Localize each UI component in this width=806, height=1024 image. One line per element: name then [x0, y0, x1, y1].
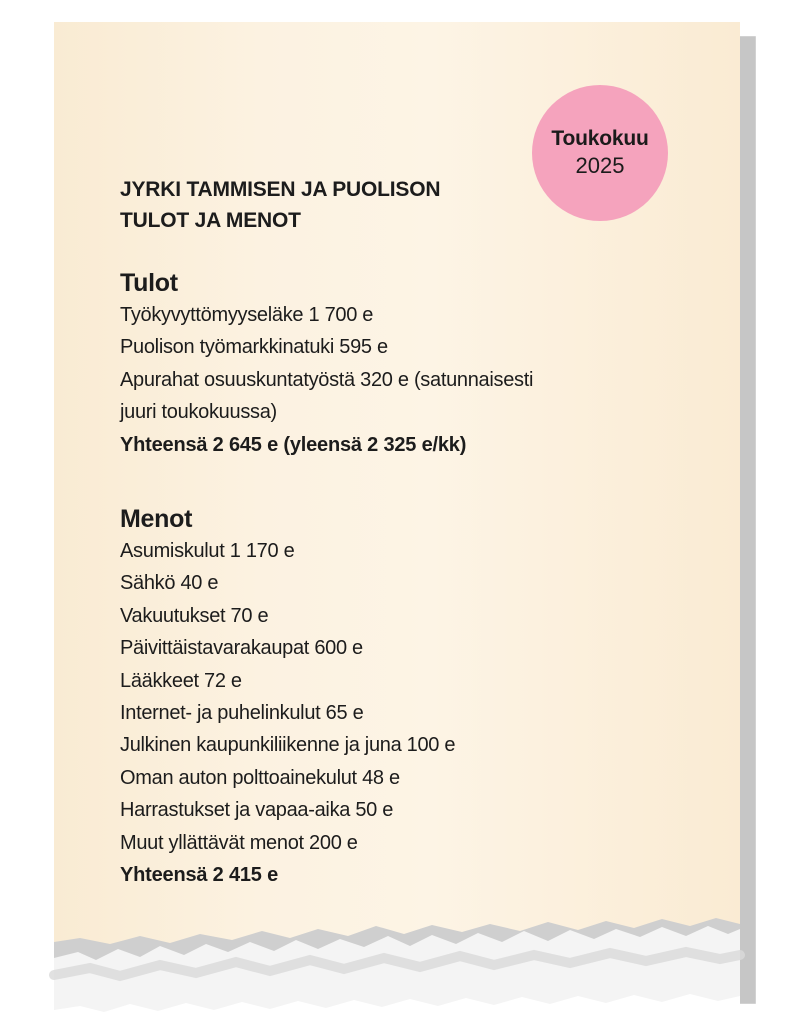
income-total: Yhteensä 2 645 e (yleensä 2 325 e/kk) — [120, 433, 467, 456]
income-item: Puolison työmarkkinatuki 595 e — [120, 336, 388, 359]
badge-month: Toukokuu — [551, 127, 649, 150]
income-item: Työkyvyttömyyseläke 1 700 e — [120, 304, 374, 326]
expense-item: Vakuutukset 70 e — [120, 604, 269, 627]
expense-item: Oman auton polttoainekulut 48 e — [120, 766, 400, 789]
income-title: Tulot — [120, 269, 178, 297]
income-item: Apurahat osuuskuntatyöstä 320 e (satunnaisesti — [120, 368, 534, 391]
expense-item: Muut yllättävät menot 200 e — [120, 831, 358, 854]
headline-line-1: JYRKI TAMMISEN JA PUOLISON — [120, 178, 441, 201]
expense-item: Lääkkeet 72 e — [120, 669, 242, 692]
expense-item: Päivittäistavarakaupat 600 e — [120, 637, 363, 660]
expense-item: Asumiskulut 1 170 e — [120, 540, 295, 563]
headline-line-2: TULOT JA MENOT — [120, 209, 301, 232]
budget-content — [120, 174, 680, 892]
expense-item: Sähkö 40 e — [120, 572, 219, 595]
expense-item: Internet- ja puhelinkulut 65 e — [120, 702, 364, 725]
expenses-total: Yhteensä 2 415 e — [120, 864, 279, 887]
expense-item: Harrastukset ja vapaa-aika 50 e — [120, 799, 394, 822]
expenses-title: Menot — [120, 505, 193, 534]
income-item: juuri toukokuussa) — [120, 401, 277, 424]
expense-item: Julkinen kaupunkiliikenne ja juna 100 e — [120, 734, 456, 757]
expenses-list — [120, 535, 680, 891]
income-list — [120, 299, 680, 461]
badge-year: 2025 — [575, 153, 625, 178]
headline — [120, 174, 680, 236]
